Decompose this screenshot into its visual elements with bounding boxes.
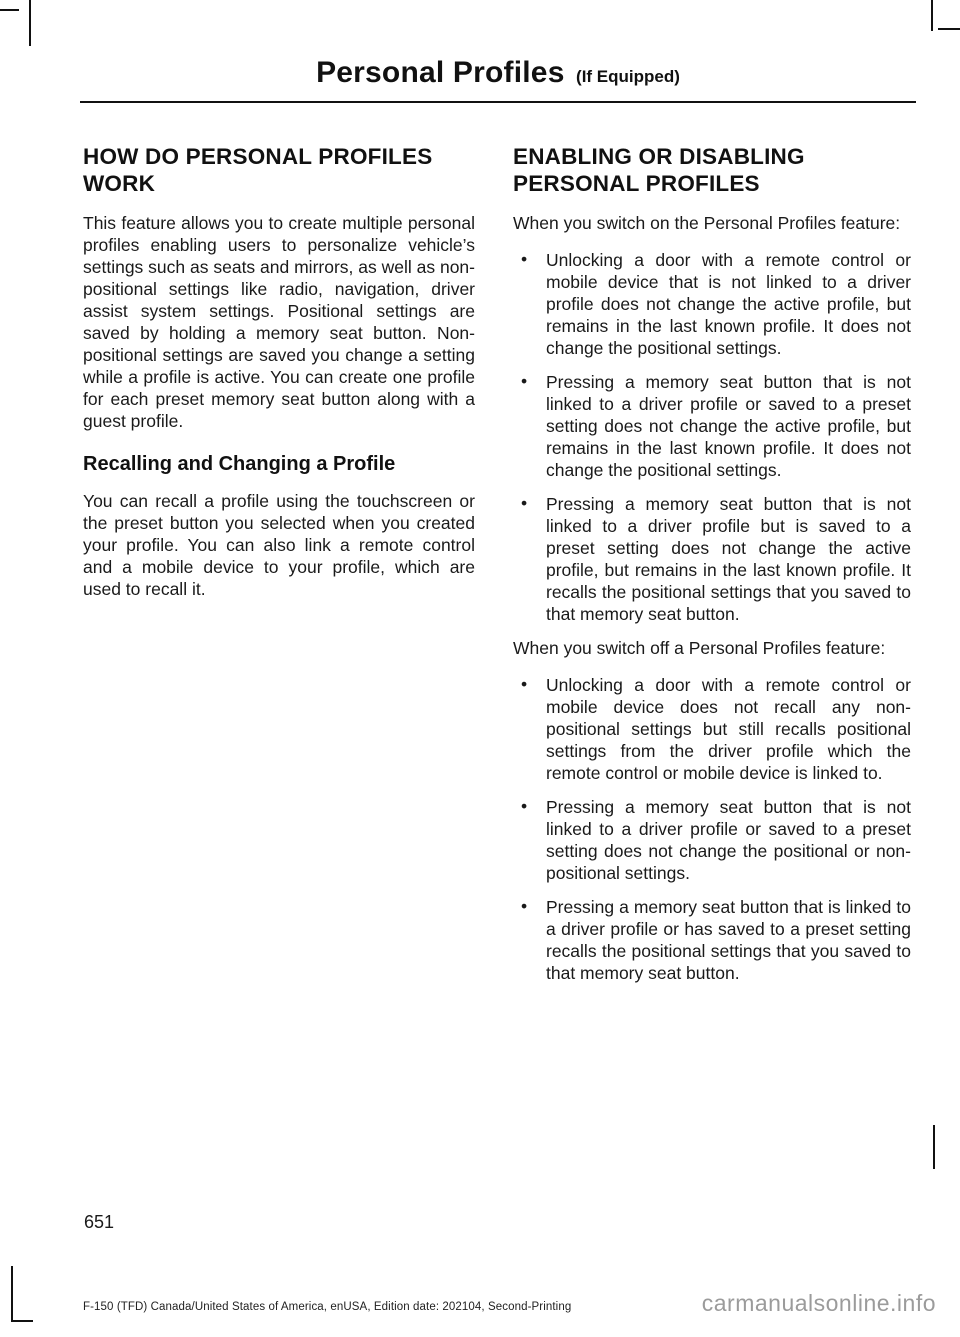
crop-mark-top-right [931,0,933,31]
bullet-item [513,896,911,984]
bullet-icon: • [521,493,528,513]
page-header [80,56,916,90]
footer-edition-text: F-150 (TFD) Canada/United States of America, enUSA, Edition date: 202104, Second-Printing [83,1301,572,1313]
page-number: 651 [84,1212,115,1232]
bullet-text: Pressing a memory seat button that is not linked to a driver profile but is saved to a preset setting does not change the active profile, but remains in the last known profile. It recalls the positional settings that you saved to that memory seat button. [546,494,911,624]
bullet-text: Pressing a memory seat button that is linked to a driver profile or has saved to a preset setting recalls the positional settings that you saved to that memory seat button. [546,897,911,983]
page-title-suffix: (If Equipped) [576,67,680,86]
watermark: carmanualsonline.info [701,1290,936,1316]
bullet-icon: • [521,896,528,916]
bullet-icon: • [521,674,528,694]
page-title: Personal Profiles [316,56,565,89]
paragraph-switch-on-intro: When you switch on the Personal Profiles feature: [513,213,901,233]
left-column [83,143,475,615]
crop-mark-bottom-right [933,1125,935,1169]
section-heading-enabling-disabling: ENABLING OR DISABLING PERSONAL PROFILES [513,144,805,196]
bullet-list-switch-on [513,249,911,625]
crop-mark-bottom-left [11,1266,13,1322]
bullet-item [513,493,911,625]
paragraph-how-profiles-work: This feature allows you to create multiple personal profiles enabling users to personalize vehicle’s settings such as seats and mirrors, as well as non-positional settings like radio, navigation, driver assist system settings. Positional settings are saved by holding a memory seat button. Non-positional settings are saved you change a setting while a profile is active. You can create one profile for each preset memory seat button along with a guest profile. [83,213,475,431]
bullet-text: Unlocking a door with a remote control or mobile device that is not linked to a driver profile does not change the active profile, but remains in the last known profile. It does not change the positional settings. [546,250,911,358]
bullet-item [513,371,911,481]
bullet-text: Unlocking a door with a remote control or mobile device does not recall any non-positional settings but still recalls positional settings from the driver profile which the remote control or mobile device is linked to. [546,675,911,783]
bullet-list-switch-off [513,674,911,984]
section-heading-how-profiles-work: HOW DO PERSONAL PROFILES WORK [83,144,433,196]
bullet-icon: • [521,371,528,391]
bullet-icon: • [521,796,528,816]
header-rule [80,101,916,103]
bullet-text: Pressing a memory seat button that is not linked to a driver profile or saved to a preset setting does not change the active profile, but remains in the last known profile. It does not change the positional settings. [546,372,911,480]
bullet-icon: • [521,249,528,269]
bullet-item [513,796,911,884]
section-heading-recalling-profile: Recalling and Changing a Profile [83,453,396,475]
bullet-item [513,674,911,784]
paragraph-switch-off-intro: When you switch off a Personal Profiles feature: [513,638,886,658]
crop-mark-bottom-left [11,1320,33,1322]
crop-mark-top-right [938,28,960,30]
crop-mark-top-left [0,9,19,11]
paragraph-recalling-profile: You can recall a profile using the touchscreen or the preset button you selected when you created your profile. You can also link a remote control and a mobile device to your profile, which are used to recall it. [83,491,475,599]
crop-mark-top-left [29,0,31,46]
right-column [513,143,911,996]
bullet-item [513,249,911,359]
bullet-text: Pressing a memory seat button that is not linked to a driver profile or saved to a preset setting does not change the positional or non-positional settings. [546,797,911,883]
